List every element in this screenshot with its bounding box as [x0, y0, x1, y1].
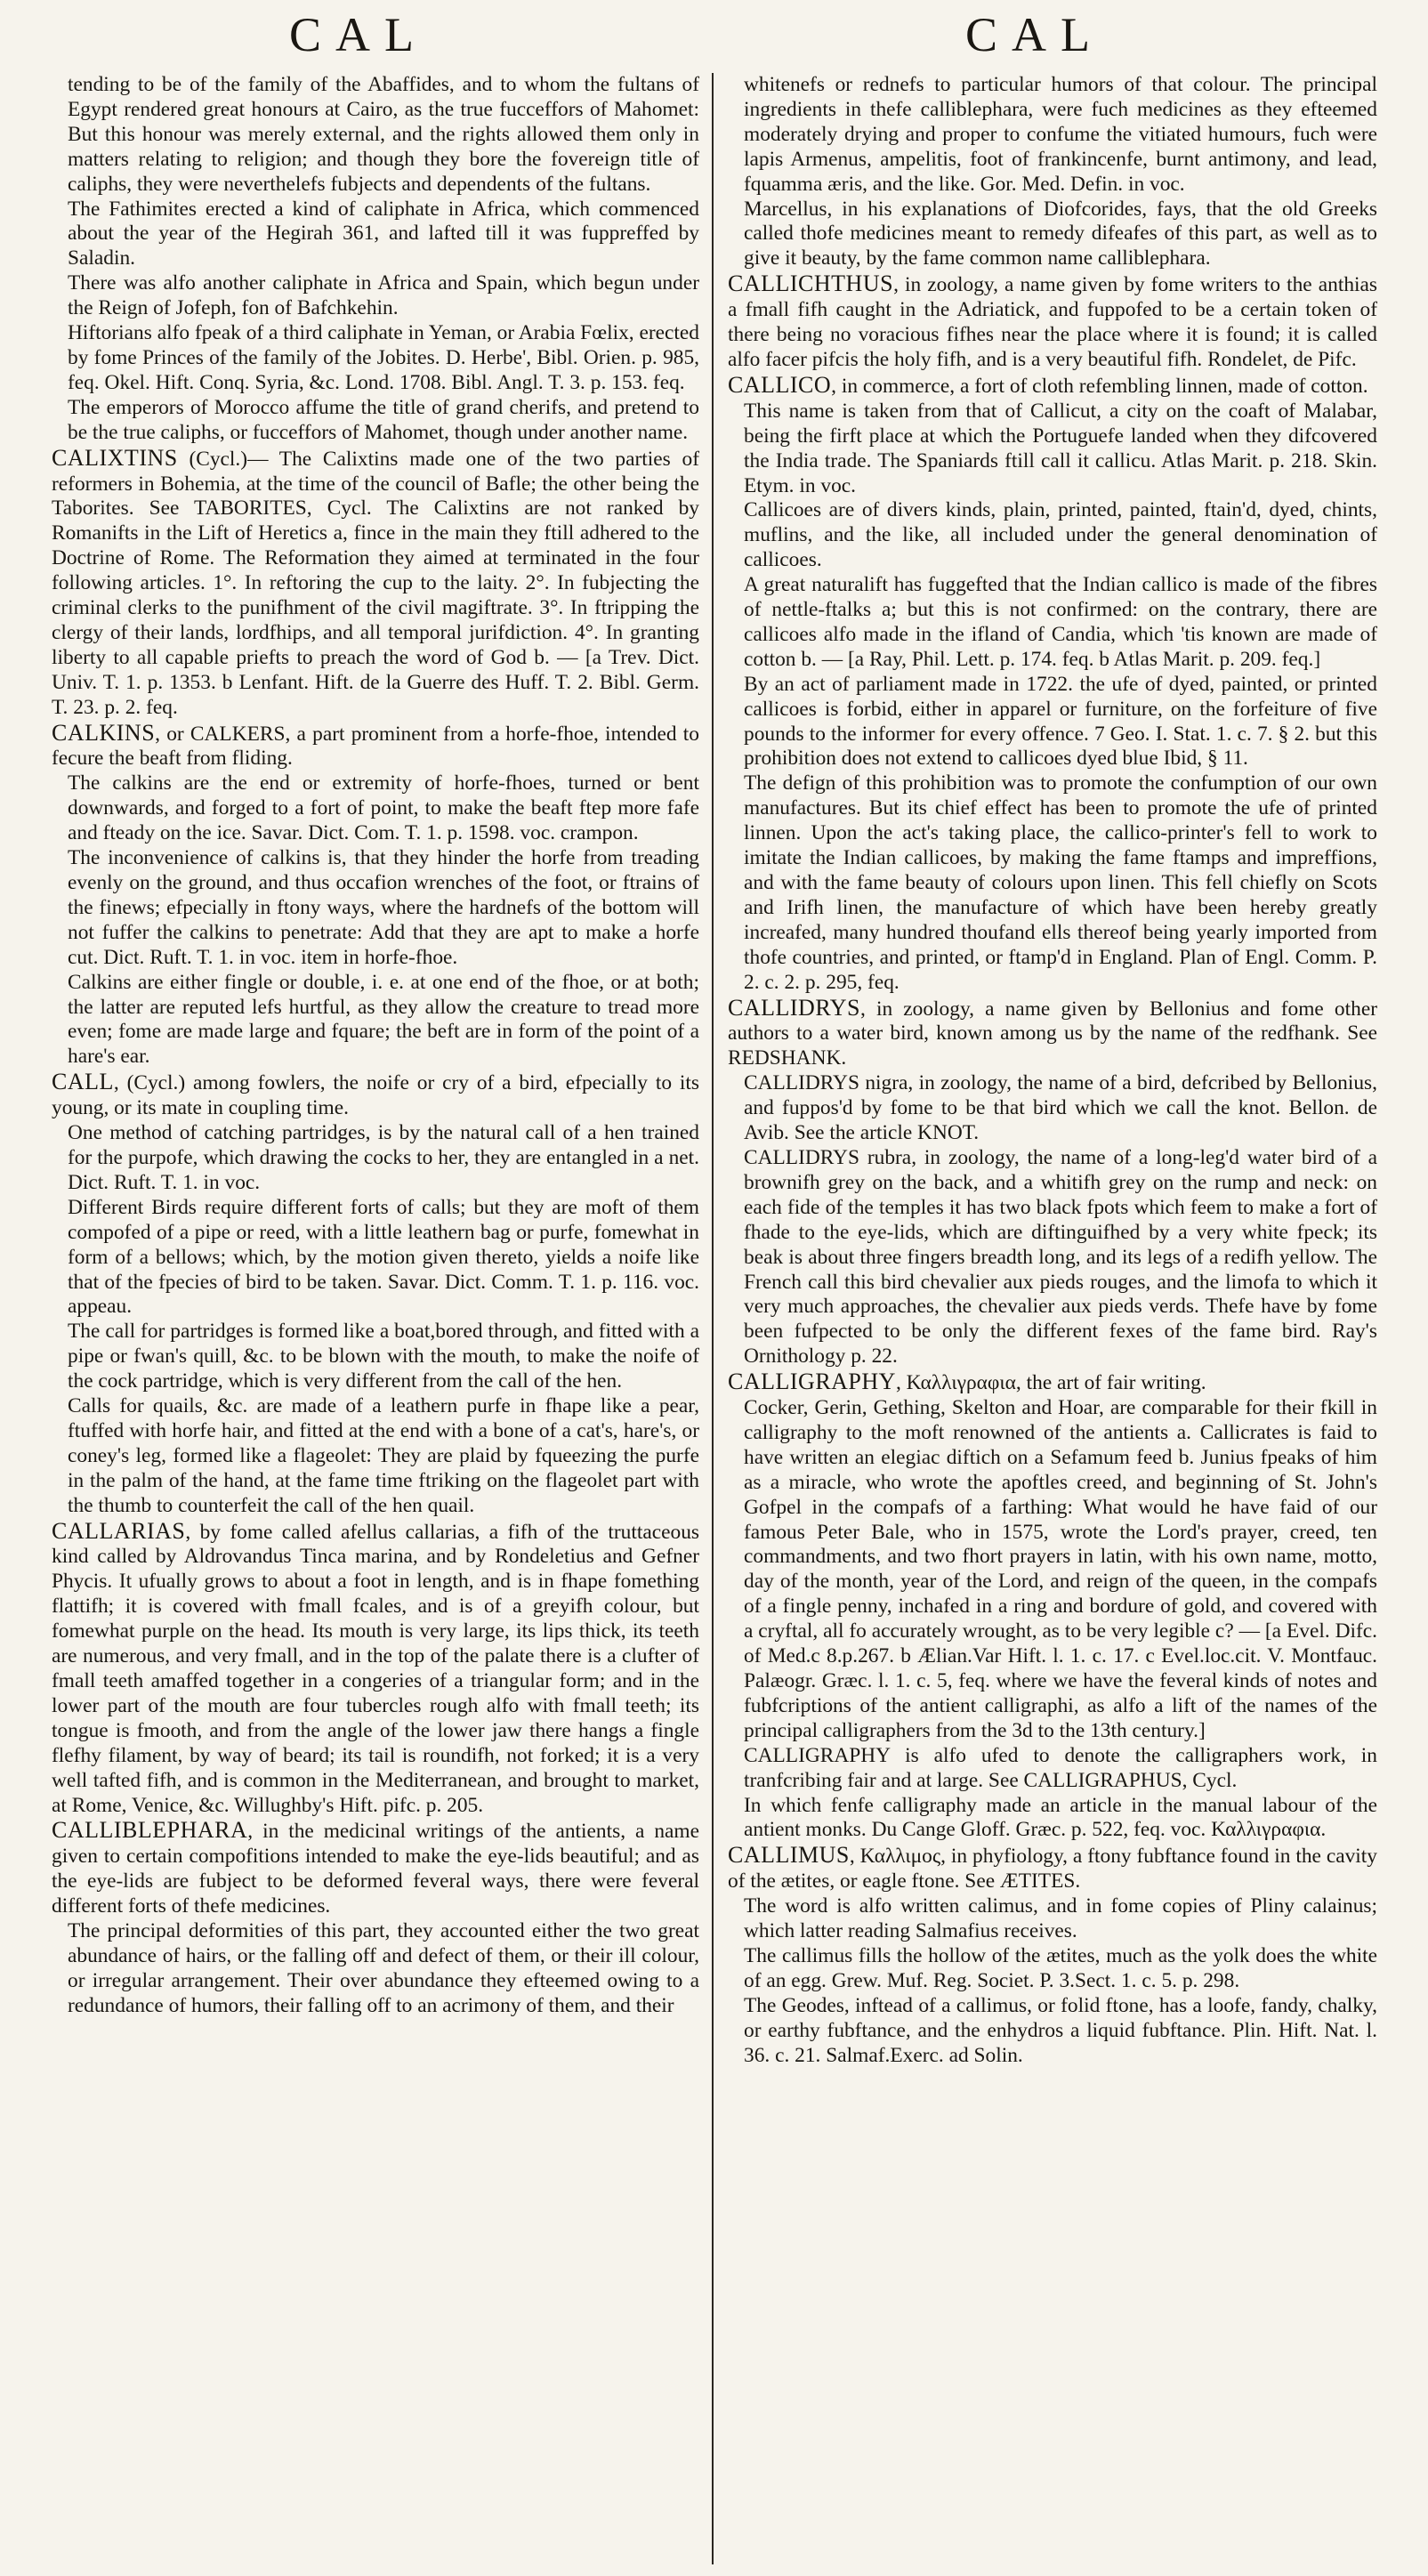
headword: CALLIGRAPHY	[728, 1369, 896, 1395]
running-header	[0, 0, 1428, 62]
left-column	[52, 73, 699, 2019]
entry-text: , by fome called afellus callarias, a fifh of the truttaceous kind called by Aldrovandus Tinca marina, and by Rondeletius and Gefner Phycis. It ufually grows to about a foot in length, and is in fhape fomething flattifh; it is covered with fmall fcales, and is of a greyifh colour, but fomewhat purple on the head. Its mouth is very large, its lips thick, its teeth are numerous, and very fmall, and in the top of the palate there is a clufter of fmall teeth amaffed together in a congeries of a triangular form; and in the lower part of the mouth are four tubercles rough alfo with fmall teeth; its tongue is fmooth, and from the angle of the lower jaw there hangs a fingle flefhy filament, by way of beard; its tail is roundifh, not forked; it is a very well tafted fifh, and is common in the Mediterranean, and brought to market, at Rome, Venice, &c. Willughby's Hift. pifc. p. 205.	[52, 1520, 699, 1817]
entry-text: This name is taken from that of Callicut, a city on the coaft of Malabar, being the firft place at which the Portuguefe landed when they difcovered the India trade. The Spaniards ftill call it callicu. Atlas Marit. p. 218. Skin. Etym. in voc.	[744, 399, 1377, 497]
entry-paragraph	[52, 771, 699, 846]
entry-paragraph	[52, 971, 699, 1070]
entry-paragraph	[52, 73, 699, 198]
dictionary-entry	[52, 721, 699, 772]
entry-paragraph	[728, 673, 1377, 772]
entry-text: CALLIDRYS rubra, in zoology, the name of a long-leg'd water bird of a brownifh grey on the back, and a whitifh grey on the rump and neck: on each fide of the temples it has two black fpots which feem to make a fort of fhade to the eye-lids, which are diftinguifhed by a very white fpeck; its beak is about three fingers breadth long, and its legs of a redifh yellow. The French call this bird chevalier aux pieds rouges, and the limofa to which it very much approaches, the chevalier aux pieds verds. Thefe have by fome been fufpected to be only the different fexes of the fame bird. Ray's Ornithology p. 22.	[744, 1145, 1377, 1369]
entry-text: The Fathimites erected a kind of caliphate in Africa, which commenced about the year of the Hegirah 361, and lafted till it was fuppreffed by Saladin.	[68, 197, 699, 271]
dictionary-entry	[52, 1818, 699, 1919]
entry-text: Hiftorians alfo fpeak of a third caliphate in Yeman, or Arabia Fœlix, erected by fome Princes of the family of the Jobites. D. Herbe', Bibl. Orien. p. 985, feq. Okel. Hift. Conq. Syria, &c. Lond. 1708. Bibl. Angl. T. 3. p. 153. feq.	[68, 321, 699, 394]
entry-text: The inconvenience of calkins is, that they hinder the horfe from treading evenly on the ground, and thus occafion wrenches of the foot, or ftrains of the finews; efpecially in ftony ways, where the hardnefs of the bottom will not fuffer the calkins to penetrate: Add that they are apt to make a horfe cut. Dict. Ruft. T. 1. in voc. item in horfe-fhoe.	[68, 846, 699, 969]
entry-paragraph	[52, 1196, 699, 1320]
entry-paragraph	[52, 321, 699, 396]
entry-paragraph	[52, 1919, 699, 2019]
entry-text: CALLIGRAPHY is alfo ufed to denote the calligraphers work, in tranfcribing fair and at large. See CALLIGRAPHUS, Cycl.	[744, 1743, 1377, 1792]
entry-text: A great naturalift has fuggefted that the Indian callico is made of the fibres of nettle-ftalks a; but this is not confirmed: on the contrary, there are callicoes alfo made in the ifland of Candia, which 'tis known are made of cotton b. — [a Ray, Phil. Lett. p. 174. feq. b Atlas Marit. p. 209. feq.]	[744, 573, 1377, 671]
entry-text: Different Birds require different forts of calls; but they are moft of them compofed of a pipe or reed, with a little leathern bag or purfe, fomewhat in form of a bellows; which, by the motion given thereto, yields a noife like that of the fpecies of bird to be taken. Savar. Dict. Comm. T. 1. p. 116. voc. appeau.	[68, 1195, 699, 1319]
entry-text: One method of catching partridges, is by the natural call of a hen trained for the purpofe, which drawing the cocks to her, they are entangled in a net. Dict. Ruft. T. 1. in voc.	[68, 1121, 699, 1194]
entry-text: Callicoes are of divers kinds, plain, printed, painted, ftain'd, dyed, chints, muflins, and the like, all included under the general denomination of callicoes.	[744, 498, 1377, 572]
entry-text: Cocker, Gerin, Gething, Skelton and Hoar, are comparable for their fkill in calligraphy to the moft renowned of the antients a. Callicrates is faid to have written an elegiac diftich on a Sefamum feed b. Junius fpeaks of him as a miracle, who wrote the apoftles creed, and beginning of St. John's Gofpel in the compafs of a farthing: What would he have faid of our famous Peter Bale, who in 1575, wrote the Lord's prayer, creed, ten commandments, and two fhort prayers in latin, with his own name, motto, day of the month, year of the Lord, and reign of the queen, in the compafs of a fingle penny, inchafed in a ring and bordure of gold, and covered with a cryftal, all fo accurately wrought, as to be very legible c? — [a Evel. Difc. of Med.c 8.p.267. b Ælian.Var Hift. l. 1. c. 17. c Evel.loc.cit. V. Montfauc. Palæogr. Græc. l. 1. c. 5, feq. where we have the feveral kinds of notes and fubfcriptions of the antient calligraphi, as alfo a lift of the names of the principal calligraphers from the 3d to the 13th century.]	[744, 1396, 1377, 1742]
dictionary-entry	[728, 996, 1377, 1072]
dictionary-entry	[728, 1369, 1377, 1396]
headword: CALLIBLEPHARA	[52, 1817, 248, 1844]
entry-paragraph	[728, 771, 1377, 995]
entry-paragraph	[728, 1944, 1377, 1994]
entry-text: , in zoology, a name given by Bellonius and fome other authors to a water bird, known among us by the name of the redfhank. See REDSHANK.	[728, 997, 1377, 1070]
entry-text: , Καλλιμος, in phyfiology, a ftony fubftance found in the cavity of the ætites, or eagle ftone. See ÆTITES.	[728, 1845, 1377, 1894]
entry-paragraph	[52, 1121, 699, 1196]
headword: CALL	[52, 1069, 114, 1095]
entry-paragraph	[728, 400, 1377, 499]
headword: CALLICHTHUS	[728, 271, 894, 297]
entry-paragraph	[728, 1071, 1377, 1146]
headword: CALKINS	[52, 719, 156, 746]
entry-text: CALLIDRYS nigra, in zoology, the name of a bird, defcribed by Bellonius, and fuppos'd by fome to be that bird which we call the knot. Bellon. de Avib. See the article KNOT.	[744, 1071, 1377, 1145]
headword: CALIXTINS	[52, 444, 178, 471]
entry-text: , (Cycl.) among fowlers, the noife or cry of a bird, efpecially to its young, or its mate in coupling time.	[52, 1071, 699, 1120]
entry-paragraph	[728, 198, 1377, 272]
entry-text: , in the medicinal writings of the antients, a name given to certain compofitions intended to make the eye-lids beautiful; and as the eye-lids are fubject to be deformed feveral ways, there were feveral different forts of thefe medicines.	[52, 1820, 699, 1918]
entry-paragraph	[728, 1794, 1377, 1844]
entry-text: The word is alfo written calimus, and in fome copies of Pliny calainus; which latter reading Salmafius receives.	[744, 1894, 1377, 1943]
entry-paragraph	[52, 396, 699, 446]
entry-text: (Cycl.)— The Calixtins made one of the two parties of reformers in Bohemia, at the time of the council of Bafle; the other being the Taborites. See TABORITES, Cycl. The Calixtins are not ranked by Romanifts in the Lift of Heretics a, fince in the main they ftill adhered to the Doctrine of Rome. The Reformation they aimed at terminated in the four following articles. 1°. In reftoring the cup to the laity. 2°. In fubjecting the criminal clerks to the punifhment of the civil magiftrate. 3°. In ftripping the clergy of their lands, lordfhips, and all temporal jurifdiction. 4°. In granting liberty to all capable priefts to preach the word of God b. — [a Trev. Dict. Univ. T. 1. p. 1353. b Lenfant. Hift. de la Guerre des Huff. T. 2. Bibl. Germ. T. 23. p. 2. feq.	[52, 447, 699, 719]
headword: CALLARIAS	[52, 1517, 186, 1544]
entry-text: Calls for quails, &c. are made of a leathern purfe in fhape like a pear, ftuffed with horfe hair, and fitted at the end with a bone of a cat's, hare's, or coney's leg, formed like a flageolet: They are plaid by fqueezing the purfe in the palm of the hand, at the fame time ftriking on the flageolet part with the thumb to counterfeit the call of the hen quail.	[68, 1394, 699, 1517]
entry-paragraph	[728, 573, 1377, 673]
entry-paragraph	[52, 198, 699, 272]
entry-text: The callimus fills the hollow of the ætites, much as the yolk does the white of an egg. Grew. Muf. Reg. Societ. P. 3.Sect. 1. c. 5. p. 298.	[744, 1943, 1377, 1992]
entry-text: , Καλλιγραφια, the art of fair writing.	[895, 1371, 1206, 1395]
headword: CALLIMUS	[728, 1842, 850, 1869]
entry-paragraph	[52, 271, 699, 321]
entry-paragraph	[52, 846, 699, 971]
entry-paragraph	[728, 73, 1377, 198]
entry-text: There was alfo another caliphate in Africa and Spain, which begun under the Reign of Jofeph, fon of Bafchkehin.	[68, 271, 699, 320]
entry-text: , in zoology, a name given by fome writers to the anthias a fmall fifh caught in the Adriatick, and fuppofed to be a certain token of there being no voracious fifhes near the place where it is found; it is called alfo facer pifcis the holy fifh, and is a very beautiful fifh. Rondelet, de Pifc.	[728, 273, 1377, 371]
entry-text: The emperors of Morocco affume the title of grand cherifs, and pretend to be the true caliphs, or fucceffors of Mahomet, though under another name.	[68, 395, 699, 444]
entry-text: , or CALKERS, a part prominent from a horfe-fhoe, intended to fecure the beaft from fliding.	[52, 722, 699, 771]
headword: CALLIDRYS	[728, 994, 860, 1021]
entry-paragraph	[728, 498, 1377, 573]
entry-text: The principal deformities of this part, they accounted either the two great abundance of hairs, or the falling off and defect of them, or their ill colour, or irregular arrangement. Their over abundance they efteemed owing to a redundance of humors, their falling off to an acrimony of them, and their	[68, 1919, 699, 2017]
entry-text: whitenefs or rednefs to particular humors of that colour. The principal ingredients in thefe calliblephara, were fuch medicines as they efteemed moderately drying and proper to confume the vitiated humours, fuch were lapis Armenus, ampelitis, foot of frankincenfe, burnt antimony, and lead, fquamma æris, and the like. Gor. Med. Defin. in voc.	[744, 73, 1377, 196]
entry-text: tending to be of the family of the Abaffides, and to whom the fultans of Egypt rendered great honours at Cairo, as the true fucceffors of Mahomet: But this honour was merely external, and the rights allowed them only in matters relating to religion; and though they bore the fovereign title of caliphs, they were neverthelefs fubjects and dependents of the fultans.	[68, 73, 699, 196]
entry-text: Calkins are either fingle or double, i. e. at one end of the fhoe, or at both; the latter are reputed lefs hurtful, as they allow the creature to tread more even; fome are made large and fquare; the beft are in form of the point of a hare's ear.	[68, 970, 699, 1069]
entry-text: In which fenfe calligraphy made an article in the manual labour of the antient monks. Du Cange Gloff. Græc. p. 522, feq. voc. Καλλιγραφια.	[744, 1793, 1377, 1842]
entry-paragraph	[52, 1394, 699, 1519]
entry-paragraph	[728, 1396, 1377, 1744]
dictionary-entry	[728, 373, 1377, 400]
entry-text: Marcellus, in his explanations of Diofcorides, fays, that the old Greeks called thofe medicines meant to remedy difeafes of this part, as well as to give it beauty, by the fame common name calliblephara.	[744, 197, 1377, 271]
entry-text: The calkins are the end or extremity of horfe-fhoes, turned or bent downwards, and forged to a fort of point, to make the beaft ftep more fafe and fteady on the ice. Savar. Dict. Com. T. 1. p. 1598. voc. crampon.	[68, 771, 699, 845]
entry-paragraph	[728, 1894, 1377, 1944]
dictionary-entry	[52, 446, 699, 721]
entry-paragraph	[728, 1744, 1377, 1794]
header-left: CAL	[289, 8, 428, 61]
entry-text: The Geodes, inftead of a callimus, or folid ftone, has a loofe, fandy, chalky, or earthy fubftance, and the enhydros a liquid fubftance. Plin. Hift. Nat. l. 36. c. 21. Salmaf.Exerc. ad Solin.	[744, 1993, 1377, 2067]
right-column	[728, 73, 1377, 2069]
entry-text: , in commerce, a fort of cloth refembling linnen, made of cotton.	[831, 374, 1368, 398]
headword: CALLICO	[728, 371, 832, 398]
entry-paragraph	[728, 1146, 1377, 1369]
column-divider	[712, 73, 714, 2564]
entry-text: The call for partridges is formed like a boat,bored through, and fitted with a pipe or fwan's quill, &c. to be blown with the mouth, to make the noife of the cock partridge, which is very different from the call of the hen.	[68, 1320, 699, 1393]
dictionary-entry	[728, 1843, 1377, 1894]
dictionary-entry	[728, 271, 1377, 373]
entry-text: The defign of this prohibition was to promote the confumption of our own manufactures. But its chief effect has been to promote the ufe of printed linnen. Upon the act's taking place, the callico-printer's fell to work to imitate the Indian callicoes, by making the fame ftamps and impreffions, and with the fame beauty of colours upon linen. This fell chiefly on Scots and Irifh linen, the manufacture of which have been hereby greatly increafed, many hundred thoufand ells thereof being yearly imported from thofe countries, and printed, or ftamp'd in England. Plan of Engl. Comm. P. 2. c. 2. p. 295, feq.	[744, 771, 1377, 994]
entry-paragraph	[52, 1320, 699, 1394]
entry-paragraph	[728, 1994, 1377, 2069]
dictionary-entry	[52, 1070, 699, 1121]
entry-text: By an act of parliament made in 1722. the ufe of dyed, painted, or printed callicoes is forbid, either in apparel or furniture, on the forfeiture of five pounds to the informer for every offence. 7 Geo. I. Stat. 1. c. 7. § 2. but this prohibition does not extend to callicoes dyed blue Ibid, § 11.	[744, 672, 1377, 771]
header-right: CAL	[965, 8, 1104, 61]
dictionary-entry	[52, 1519, 699, 1819]
